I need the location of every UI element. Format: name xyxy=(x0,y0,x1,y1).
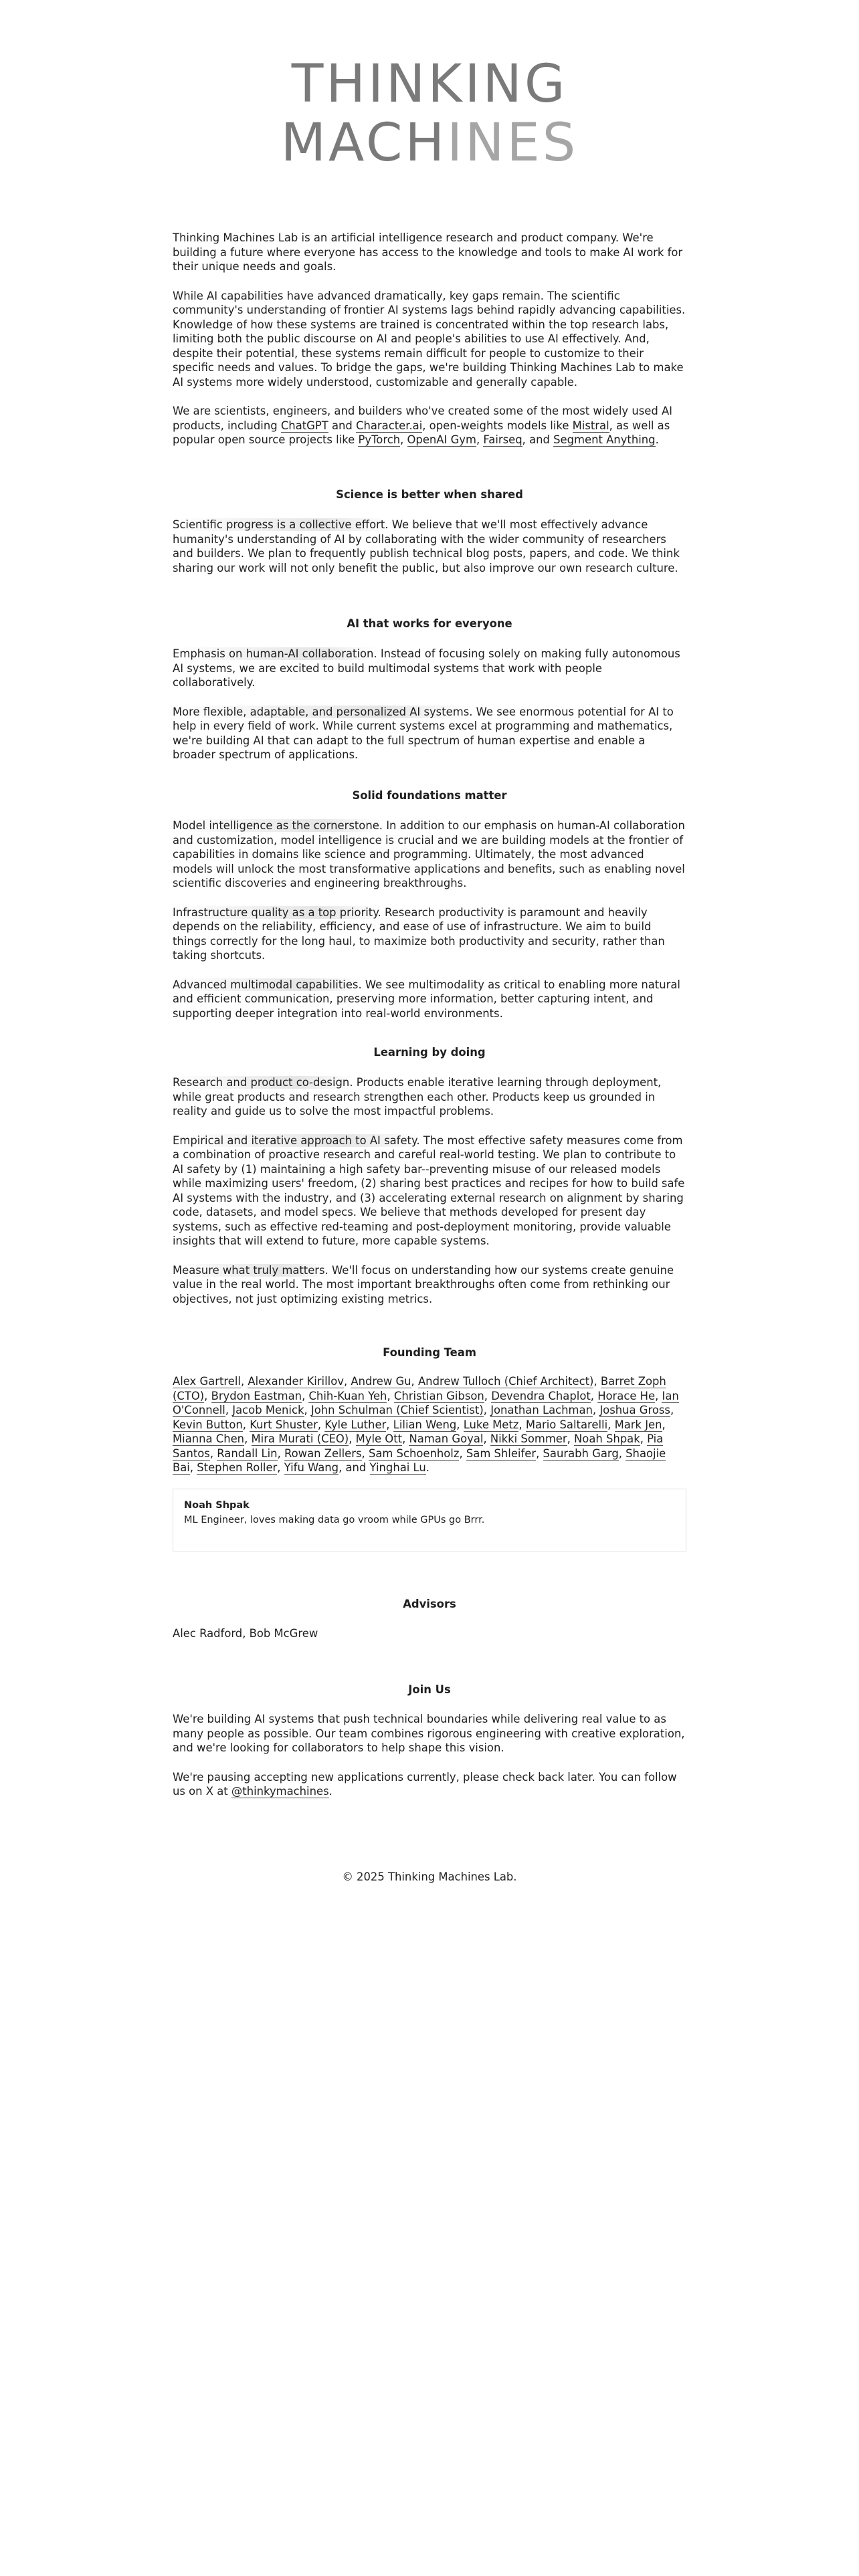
team-member-link[interactable]: Mario Saltarelli xyxy=(525,1418,608,1431)
team-member-link[interactable]: Joshua Gross xyxy=(599,1404,670,1416)
team-member-link[interactable]: Noah Shpak xyxy=(574,1432,640,1445)
link-mistral[interactable]: Mistral xyxy=(572,419,609,432)
team-member-link[interactable]: Yinghai Lu xyxy=(369,1461,426,1474)
team-member-card xyxy=(173,1489,686,1551)
team-member-link[interactable]: Brydon Eastman xyxy=(211,1389,302,1402)
link-chatgpt[interactable]: ChatGPT xyxy=(280,419,328,432)
join-paragraph-1: We're building AI systems that push technical boundaries while delivering real value to as many people as possible. Our team combines rigorous engineering with creative exploration, and we're looking for collaborators to help shape this vision. xyxy=(173,1713,685,1754)
team-member-link[interactable]: Luke Metz xyxy=(463,1418,519,1431)
team-member-link[interactable]: Christian Gibson xyxy=(393,1389,484,1402)
team-member-link[interactable]: Barret Zoph (CTO) xyxy=(173,1375,666,1402)
team-member-link[interactable]: Devendra Chaplot xyxy=(491,1389,591,1402)
learning-paragraph-1: Research and product co-design. Products enable iterative learning through deployment, while great products and research strengthen each other. Products keep us grounded in reality and guide us to solve the most impactful problems. xyxy=(173,1076,662,1117)
footer-copyright: © 2025 Thinking Machines Lab. xyxy=(342,1870,517,1883)
team-member-link[interactable]: Naman Goyal xyxy=(409,1432,484,1445)
link-segment-anything[interactable]: Segment Anything xyxy=(553,433,656,446)
card-name: Noah Shpak xyxy=(184,1500,250,1511)
foundations-paragraph-3: Advanced multimodal capabilities. We see multimodality as critical to enabling more natural and efficient communication, preserving more information, better capturing intent, and supporting deeper integration into real-world environments. xyxy=(173,978,680,1020)
team-member-link[interactable]: Andrew Gu xyxy=(351,1375,411,1388)
heading-science: Science is better when shared xyxy=(336,488,523,501)
everyone-paragraph-1: Emphasis on human-AI collaboration. Instead of focusing solely on making fully autonomous AI systems, we are excited to build multimodal systems that work with people collaboratively. xyxy=(173,647,680,689)
link-openai-gym[interactable]: OpenAI Gym xyxy=(407,433,476,446)
team-member-link[interactable]: Randall Lin xyxy=(217,1446,278,1460)
team-member-link[interactable]: Sam Schoenholz xyxy=(368,1446,460,1460)
logo[interactable] xyxy=(0,55,859,173)
learning-paragraph-3: Measure what truly matters. We'll focus on understanding how our systems create genuine value in the real world. The most important breakthroughs often come from rethinking our objectives, not just optimizing existing metrics. xyxy=(173,1263,674,1305)
join-paragraph-2: We're pausing accepting new applications currently, please check back later. You can follow us on X at @thinkymachines. xyxy=(173,1770,677,1798)
science-paragraph-1: Scientific progress is a collective effort. We believe that we'll most effectively advance humanity's understanding of AI by collaborating with the wider community of researchers and builders. We plan to frequently publish technical blog posts, papers, and code. We think sharing our work will not only benefit the public, but also improve our own research culture. xyxy=(173,518,680,574)
link-pytorch[interactable]: PyTorch xyxy=(358,433,401,446)
heading-join: Join Us xyxy=(408,1683,451,1696)
team-member-link[interactable]: Kurt Shuster xyxy=(250,1418,318,1431)
team-member-link[interactable]: Nikki Sommer xyxy=(490,1432,567,1445)
team-section xyxy=(173,1374,686,1490)
team-member-link[interactable]: Stephen Roller xyxy=(197,1461,278,1474)
team-member-link[interactable]: Mark Jen xyxy=(614,1418,662,1431)
team-member-link[interactable]: Andrew Tulloch (Chief Architect) xyxy=(417,1375,594,1388)
team-member-link[interactable]: Ian O'Connell xyxy=(173,1389,679,1416)
foundations-paragraph-1: Model intelligence as the cornerstone. In addition to our emphasis on human-AI collaboration and customization, model intelligence is crucial and we are building models at the frontier of capabilities in domains like science and programming. Ultimately, the most advanced models will unlock the most transformative applications and benefits, such as enabling novel scientific discoveries and engineering breakthroughs. xyxy=(173,819,685,889)
intro-paragraph-1: Thinking Machines Lab is an artificial intelligence research and product company. We're building a future where everyone has access to the knowledge and tools to make AI work for their unique needs and goals. xyxy=(173,231,683,273)
heading-team: Founding Team xyxy=(383,1346,476,1359)
team-member-link[interactable]: Alex Gartrell xyxy=(173,1375,241,1388)
card-role: ML Engineer, loves making data go vroom while GPUs go Brrr. xyxy=(184,1515,485,1525)
team-member-link[interactable]: Mira Murati (CEO) xyxy=(251,1432,349,1445)
intro-section xyxy=(173,231,686,462)
team-member-link[interactable]: Jonathan Lachman xyxy=(490,1404,593,1416)
team-member-link[interactable]: Chih-Kuan Yeh xyxy=(308,1389,387,1402)
advisors-section xyxy=(173,1626,686,1656)
science-section xyxy=(173,518,686,590)
team-member-link[interactable]: Alexander Kirillov xyxy=(248,1375,344,1388)
intro-paragraph-3: We are scientists, engineers, and builders who've created some of the most widely used AI products, including ChatGPT and Character.ai, open-weights models like Mistral, as well as popular open source projects like PyTorch, OpenAI Gym, Fairseq, and Segment Anything. xyxy=(173,405,673,446)
join-section xyxy=(173,1712,686,1814)
team-member-link[interactable]: Mianna Chen xyxy=(173,1432,245,1445)
team-member-link[interactable]: Lilian Weng xyxy=(393,1418,457,1431)
foundations-paragraph-2: Infrastructure quality as a top priority. Research productivity is paramount and heavily depends on the reliability, efficiency, and ease of use of infrastructure. We aim to build things correctly for the long haul, to maximize both productivity and security, rather than taking shortcuts. xyxy=(173,905,665,962)
link-characterai[interactable]: Character.ai xyxy=(356,419,423,432)
team-member-link[interactable]: Kevin Button xyxy=(173,1418,243,1431)
team-member-link[interactable]: John Schulman (Chief Scientist) xyxy=(310,1404,484,1416)
team-member-link[interactable]: Jacob Menick xyxy=(232,1404,304,1416)
team-member-link[interactable]: Sam Shleifer xyxy=(466,1446,537,1460)
logo-line-2: MACHINES xyxy=(280,113,579,173)
intro-paragraph-2: While AI capabilities have advanced dramatically, key gaps remain. The scientific community's understanding of frontier AI systems lags behind rapidly advancing capabilities. Knowledge of how these systems are trained is concentrated within the top research labs, limiting both the public discourse on AI and people's abilities to use AI effectively. And, despite their potential, these systems remain difficult for people to customize to their specific needs and values. To bridge the gaps, we're building Thinking Machines Lab to make AI systems more widely understood, customizable and generally capable. xyxy=(173,289,686,389)
link-fairseq[interactable]: Fairseq xyxy=(483,433,522,446)
advisors-names: Alec Radford, Bob McGrew xyxy=(173,1627,318,1640)
logo-line-1: THINKING xyxy=(291,54,568,114)
learning-section xyxy=(173,1075,686,1321)
learning-paragraph-2: Empirical and iterative approach to AI safety. The most effective safety measures come from a combination of proactive research and careful real-world testing. We plan to contribute to AI safety by (1) maintaining a high safety bar--preventing misuse of our released models while maximizing users' freedom, (2) sharing best practices and recipes for how to build safe AI systems with the industry, and (3) accelerating external research on alignment by sharing code, datasets, and model specs. We believe that methods developed for present day systems, such as effective red-teaming and post-deployment monitoring, provide valuable insights that will extend to future, more capable systems. xyxy=(173,1134,685,1247)
everyone-section xyxy=(173,647,686,777)
team-member-link[interactable]: Shaojie Bai xyxy=(173,1446,666,1474)
link-x-thinkymachines[interactable]: @thinkymachines xyxy=(231,1785,329,1798)
foundations-section xyxy=(173,819,686,1035)
team-member-link[interactable]: Yifu Wang xyxy=(284,1461,339,1474)
heading-advisors: Advisors xyxy=(403,1598,456,1610)
team-member-link[interactable]: Saurabh Garg xyxy=(543,1446,619,1460)
heading-everyone: AI that works for everyone xyxy=(347,617,512,630)
team-member-link[interactable]: Pia Santos xyxy=(173,1432,664,1460)
team-member-link[interactable]: Kyle Luther xyxy=(324,1418,387,1431)
heading-foundations: Solid foundations matter xyxy=(352,789,507,802)
team-member-link[interactable]: Myle Ott xyxy=(355,1432,403,1445)
heading-learning: Learning by doing xyxy=(373,1046,486,1059)
team-list: Alex Gartrell, Alexander Kirillov, Andrew Gu, Andrew Tulloch (Chief Architect), Barret Zoph (CTO), Brydon Eastman, Chih-Kuan Yeh, Christian Gibson, Devendra Chaplot, Horace He, Ian O'Connell, Jacob Menick, John Schulman (Chief Scientist), Jonathan Lachman, Joshua Gross, Kevin Button, Kurt Shuster, Kyle Luther, Lilian Weng, Luke Metz, Mario Saltarelli, Mark Jen, Mianna Chen, Mira Murati (CEO), Myle Ott, Naman Goyal, Nikki Sommer, Noah Shpak, Pia Santos, Randall Lin, Rowan Zellers, Sam Schoenholz, Sam Shleifer, Saurabh Garg, Shaojie Bai, Stephen Roller, Yifu Wang, and Yinghai Lu. xyxy=(173,1375,679,1474)
team-member-link[interactable]: Rowan Zellers xyxy=(284,1446,362,1460)
team-member-link[interactable]: Horace He xyxy=(597,1389,656,1402)
everyone-paragraph-2: More flexible, adaptable, and personalized AI systems. We see enormous potential for AI to help in every field of work. While current systems excel at programming and mathematics, we're building AI that can adapt to the full spectrum of human expertise and enable a broader spectrum of applications. xyxy=(173,705,674,761)
